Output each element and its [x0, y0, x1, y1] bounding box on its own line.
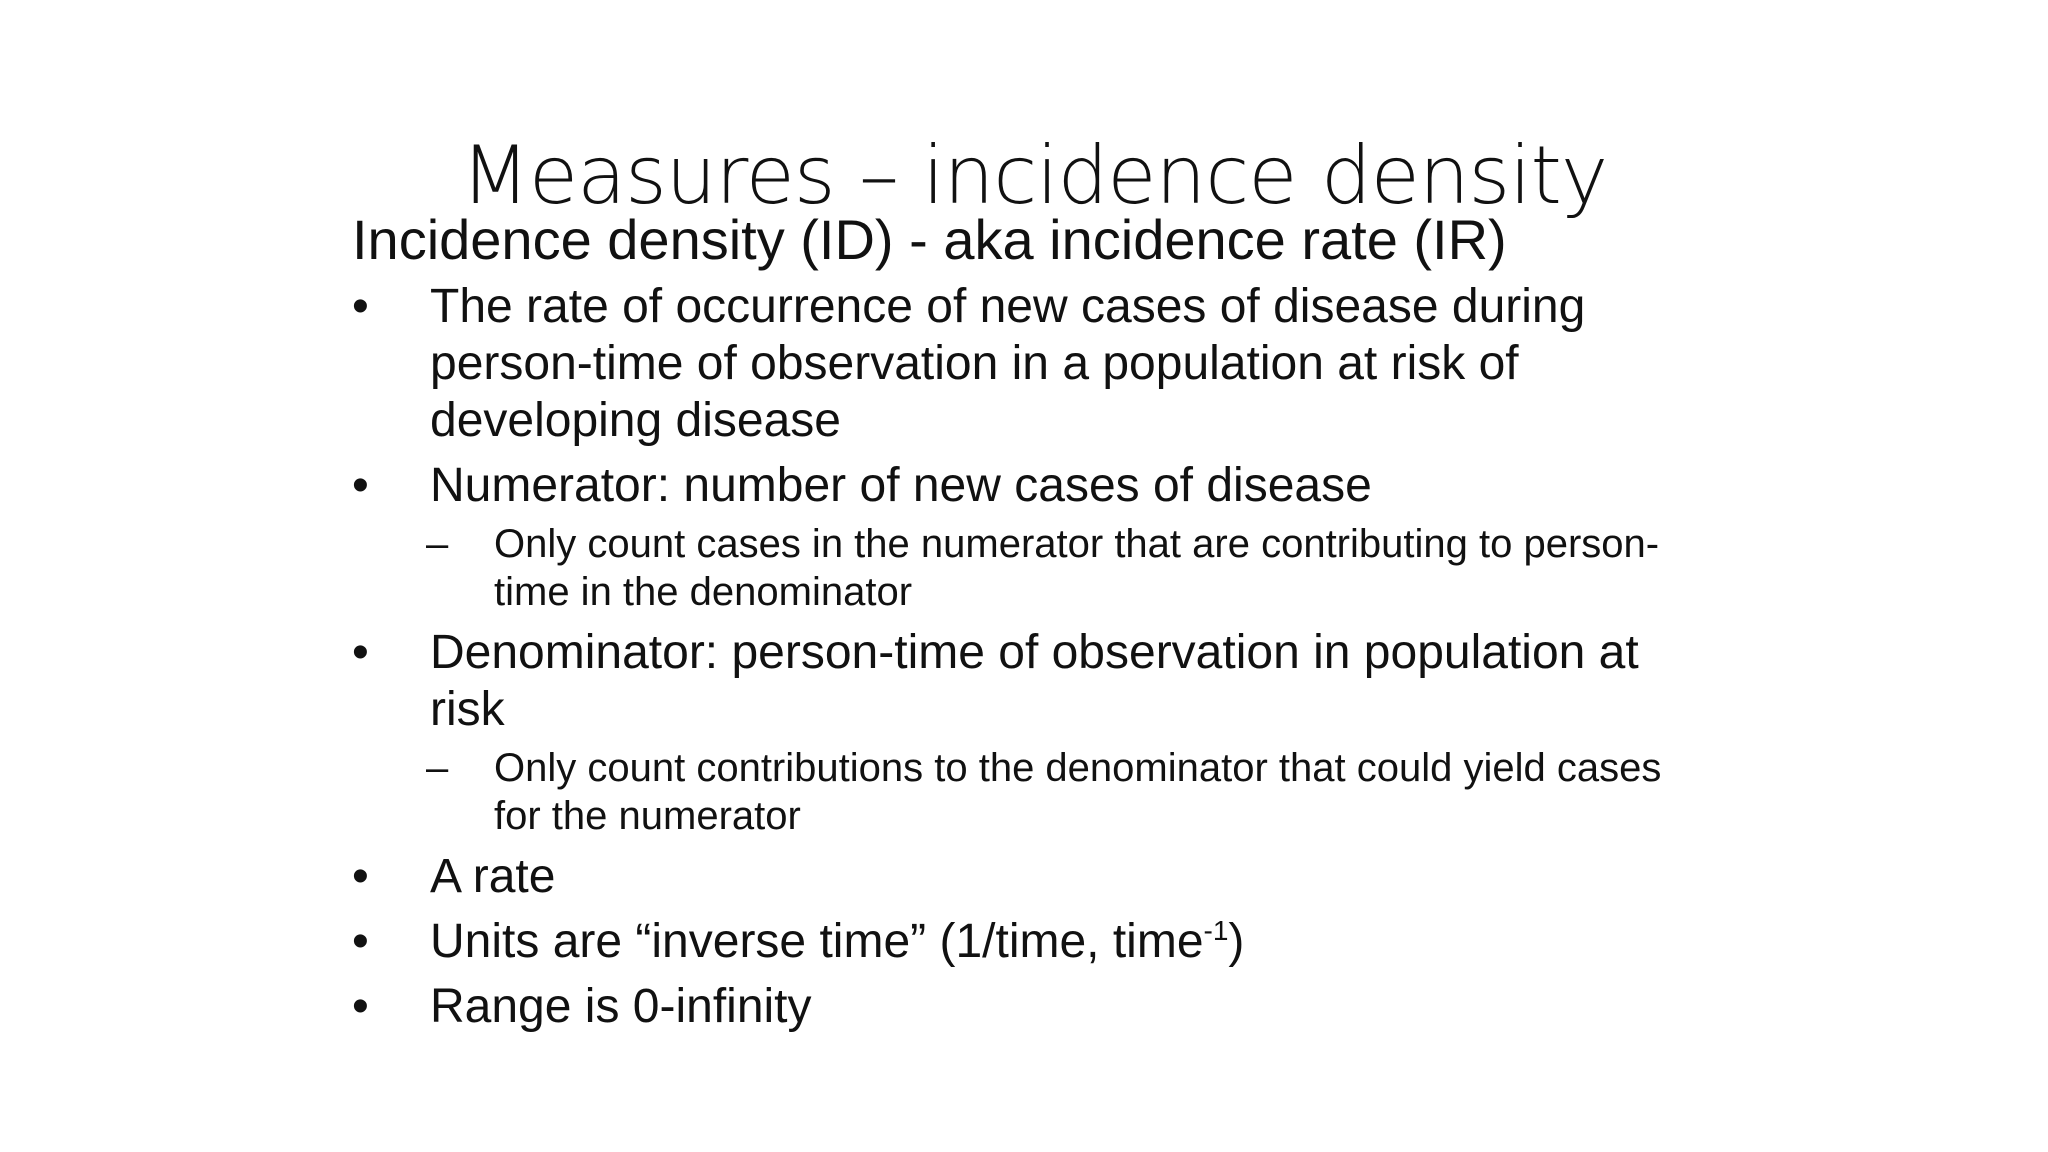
bullet-item: [352, 913, 1692, 970]
bullet-marker: •: [352, 980, 369, 1033]
sub-bullet-item: [352, 744, 1692, 840]
subheading: Incidence density (ID) - aka incidence rate (IR): [352, 208, 1507, 271]
bullet-item: [352, 457, 1692, 514]
bullet-item: [352, 278, 1692, 449]
bullet-marker: •: [352, 459, 369, 512]
bullet-marker: •: [352, 850, 369, 903]
bullet-marker: •: [352, 280, 369, 333]
bullet-text-units: [430, 915, 1244, 968]
sub-bullet-marker: –: [426, 522, 449, 566]
bullet-marker: •: [352, 626, 369, 679]
sub-bullet-text: Only count contributions to the denominator that could yield cases for the numerator: [494, 746, 1662, 838]
units-text: Units are “inverse time” (1/time, time: [430, 915, 1204, 968]
sub-bullet-item: [352, 520, 1692, 616]
bullet-item: [352, 848, 1692, 905]
bullet-text: Numerator: number of new cases of disease: [430, 459, 1372, 512]
bullet-item: [352, 624, 1692, 738]
bullet-text: The rate of occurrence of new cases of disease during person-time of observation in a population at risk of developing disease: [430, 280, 1586, 447]
slide-title: Measures – incidence density: [460, 129, 1608, 222]
bullet-text: Range is 0-infinity: [430, 980, 812, 1033]
bullet-text: A rate: [430, 850, 556, 903]
superscript-exponent: -1: [1203, 915, 1229, 946]
slide-body: [352, 210, 1692, 1035]
bullet-item: [352, 978, 1692, 1035]
bullet-marker: •: [352, 915, 369, 968]
sub-bullet-text: Only count cases in the numerator that are contributing to person-time in the denominator: [494, 522, 1660, 614]
sub-bullet-marker: –: [426, 746, 449, 790]
units-closing: ): [1228, 915, 1245, 968]
bullet-text: Denominator: person-time of observation in population at risk: [430, 626, 1639, 736]
